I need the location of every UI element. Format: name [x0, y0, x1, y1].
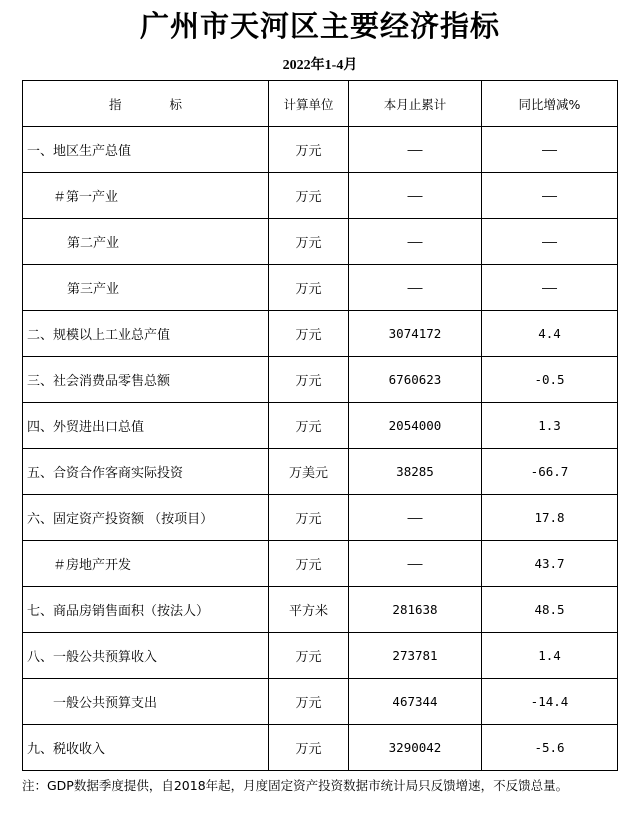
cumulative-cell: —— [349, 173, 482, 219]
yoy-change-cell: 48.5 [482, 587, 618, 633]
yoy-change-cell: —— [482, 127, 618, 173]
cumulative-cell: —— [349, 265, 482, 311]
page-title: 广州市天河区主要经济指标 [139, 9, 500, 43]
cumulative-cell: 281638 [349, 587, 482, 633]
table-row [23, 403, 618, 449]
header-yoy: 同比增减% [482, 81, 618, 127]
table-body [23, 127, 618, 771]
cumulative-cell: —— [349, 219, 482, 265]
yoy-change-cell: -66.7 [482, 449, 618, 495]
table-row [23, 449, 618, 495]
unit-cell: 平方米 [269, 587, 349, 633]
unit-cell: 万元 [269, 219, 349, 265]
cumulative-cell: —— [349, 541, 482, 587]
indicator-name-cell: 七、商品房销售面积（按法人） [23, 587, 269, 633]
table-row [23, 725, 618, 771]
cumulative-cell: —— [349, 127, 482, 173]
yoy-change-cell: 43.7 [482, 541, 618, 587]
footnote: 注：GDP数据季度提供，自2018年起，月度固定资产投资数据市统计局只反馈增速，不反馈总量。 [22, 778, 569, 793]
unit-cell: 万元 [269, 127, 349, 173]
indicator-name-cell: 四、外贸进出口总值 [23, 403, 269, 449]
header-indicator: 指 标 [23, 81, 269, 127]
yoy-change-cell: -14.4 [482, 679, 618, 725]
unit-cell: 万元 [269, 173, 349, 219]
yoy-change-cell: —— [482, 265, 618, 311]
table-row [23, 587, 618, 633]
table-row [23, 173, 618, 219]
yoy-change-cell: —— [482, 219, 618, 265]
indicator-name-cell: ＃房地产开发 [23, 541, 269, 587]
unit-cell: 万元 [269, 633, 349, 679]
table-row [23, 357, 618, 403]
indicator-table [22, 80, 618, 771]
table-row [23, 219, 618, 265]
table-row [23, 127, 618, 173]
table-row [23, 311, 618, 357]
indicator-name-cell: 二、规模以上工业总产值 [23, 311, 269, 357]
yoy-change-cell: 4.4 [482, 311, 618, 357]
cumulative-cell: 6760623 [349, 357, 482, 403]
cumulative-cell: 467344 [349, 679, 482, 725]
unit-cell: 万元 [269, 311, 349, 357]
indicator-name-cell: 第三产业 [23, 265, 269, 311]
report-period: 2022年1-4月 [282, 58, 358, 73]
indicator-name-cell: 一般公共预算支出 [23, 679, 269, 725]
cumulative-cell: 3290042 [349, 725, 482, 771]
unit-cell: 万元 [269, 495, 349, 541]
yoy-change-cell: -0.5 [482, 357, 618, 403]
indicator-name-cell: 九、税收收入 [23, 725, 269, 771]
indicator-name-cell: 一、地区生产总值 [23, 127, 269, 173]
unit-cell: 万元 [269, 725, 349, 771]
indicator-name-cell: 八、一般公共预算收入 [23, 633, 269, 679]
indicator-name-cell: 六、固定资产投资额 （按项目） [23, 495, 269, 541]
unit-cell: 万元 [269, 265, 349, 311]
table-header-row [23, 81, 618, 127]
indicator-name-cell: 三、社会消费品零售总额 [23, 357, 269, 403]
unit-cell: 万元 [269, 541, 349, 587]
cumulative-cell: —— [349, 495, 482, 541]
yoy-change-cell: -5.6 [482, 725, 618, 771]
yoy-change-cell: 1.3 [482, 403, 618, 449]
cumulative-cell: 2054000 [349, 403, 482, 449]
table-row [23, 541, 618, 587]
unit-cell: 万元 [269, 357, 349, 403]
yoy-change-cell: —— [482, 173, 618, 219]
unit-cell: 万美元 [269, 449, 349, 495]
indicator-name-cell: 五、合资合作客商实际投资 [23, 449, 269, 495]
header-unit: 计算单位 [269, 81, 349, 127]
table-row [23, 633, 618, 679]
table-row [23, 495, 618, 541]
header-cumulative: 本月止累计 [349, 81, 482, 127]
table-row [23, 679, 618, 725]
indicator-name-cell: ＃第一产业 [23, 173, 269, 219]
cumulative-cell: 273781 [349, 633, 482, 679]
unit-cell: 万元 [269, 403, 349, 449]
cumulative-cell: 3074172 [349, 311, 482, 357]
table-row [23, 265, 618, 311]
yoy-change-cell: 17.8 [482, 495, 618, 541]
indicator-name-cell: 第二产业 [23, 219, 269, 265]
yoy-change-cell: 1.4 [482, 633, 618, 679]
unit-cell: 万元 [269, 679, 349, 725]
cumulative-cell: 38285 [349, 449, 482, 495]
